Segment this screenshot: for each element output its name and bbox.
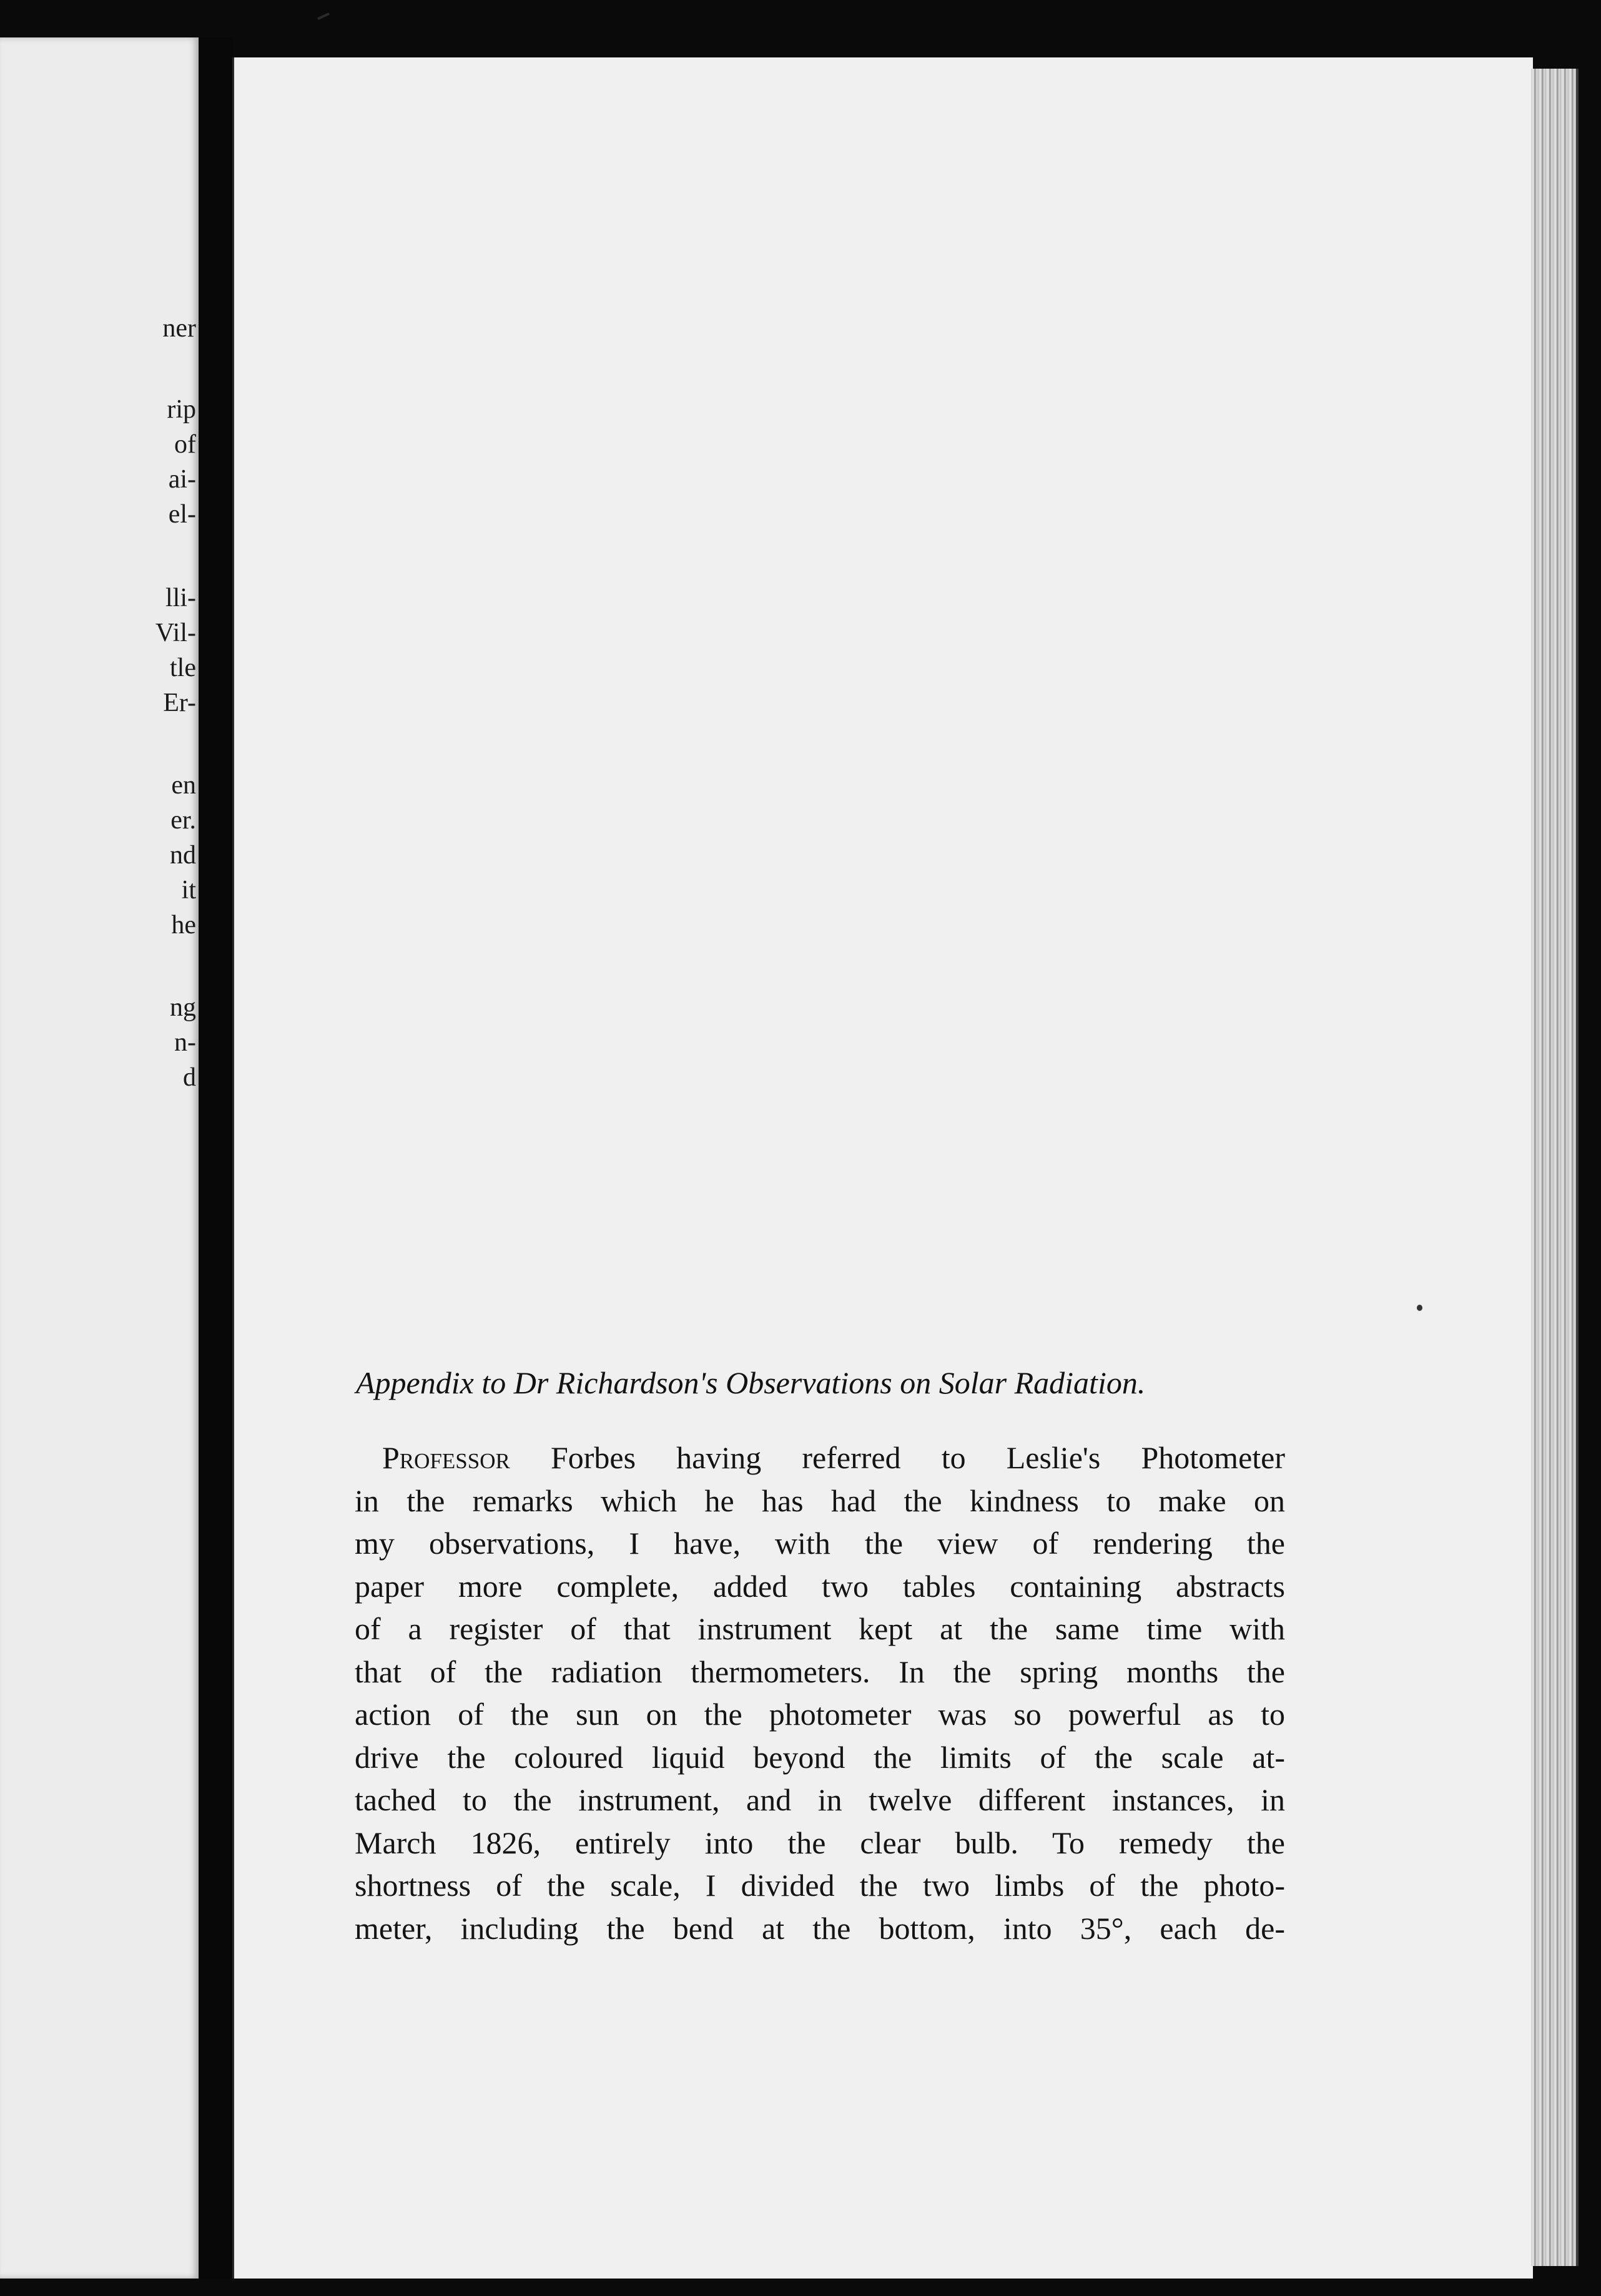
paragraph-line: paper more complete, added two tables containing abstracts	[355, 1568, 1285, 1604]
first-line-rest: Forbes having referred to Leslie's Photometer	[510, 1440, 1285, 1475]
book-gutter	[199, 37, 233, 2279]
page-edges	[1531, 69, 1579, 2266]
paragraph-line: in the remarks which he has had the kindness to make on	[355, 1483, 1285, 1518]
paragraph-line: meter, including the bend at the bottom, into 35°, each de-	[355, 1910, 1285, 1946]
left-page-fragment: nd	[170, 841, 196, 870]
left-page-fragment: ai-	[168, 465, 196, 494]
appendix-heading: Appendix to Dr Richardson's Observations on Solar Radiation.	[356, 1365, 1146, 1400]
left-page-fragment: d	[183, 1063, 196, 1092]
left-page-fragment: en	[171, 771, 196, 800]
left-page-fragment: er.	[170, 806, 196, 835]
paragraph-line: action of the sun on the photometer was so powerful as to	[355, 1697, 1285, 1732]
left-page-fragment: ner	[162, 314, 196, 343]
paragraph-line	[355, 1436, 1285, 1479]
left-page-fragment: Er-	[163, 689, 196, 717]
paper-speck	[1417, 1305, 1422, 1311]
left-page-fragment: of	[174, 430, 196, 459]
paragraph-line: of a register of that instrument kept at the same time with	[355, 1611, 1285, 1646]
left-page-fragment: Vil-	[155, 619, 196, 647]
left-page-fragment: rip	[167, 395, 196, 424]
left-page-fragment: it	[181, 876, 196, 905]
left-page-fragment: lli-	[165, 584, 196, 612]
paragraph-line: drive the coloured liquid beyond the limits of the scale at-	[355, 1739, 1285, 1775]
first-word: Professor	[382, 1440, 510, 1475]
left-page-fragment: n-	[174, 1028, 196, 1057]
appendix-text	[355, 1364, 1285, 1950]
paragraph-line: my observations, I have, with the view of rendering the	[355, 1526, 1285, 1561]
paragraph-line: that of the radiation thermometers. In the spring months the	[355, 1654, 1285, 1689]
left-page-fragment: ng	[170, 993, 196, 1022]
left-page-fragment: he	[171, 911, 196, 939]
paragraph-line: March 1826, entirely into the clear bulb. To remedy the	[355, 1825, 1285, 1860]
paragraph-line: tached to the instrument, and in twelve different instances, in	[355, 1782, 1285, 1817]
paragraph-line: shortness of the scale, I divided the two limbs of the photo-	[355, 1868, 1285, 1903]
scan-mark	[317, 12, 330, 20]
left-facing-page	[0, 37, 199, 2279]
left-page-fragment: el-	[168, 500, 196, 529]
left-page-fragment: tle	[170, 654, 196, 682]
